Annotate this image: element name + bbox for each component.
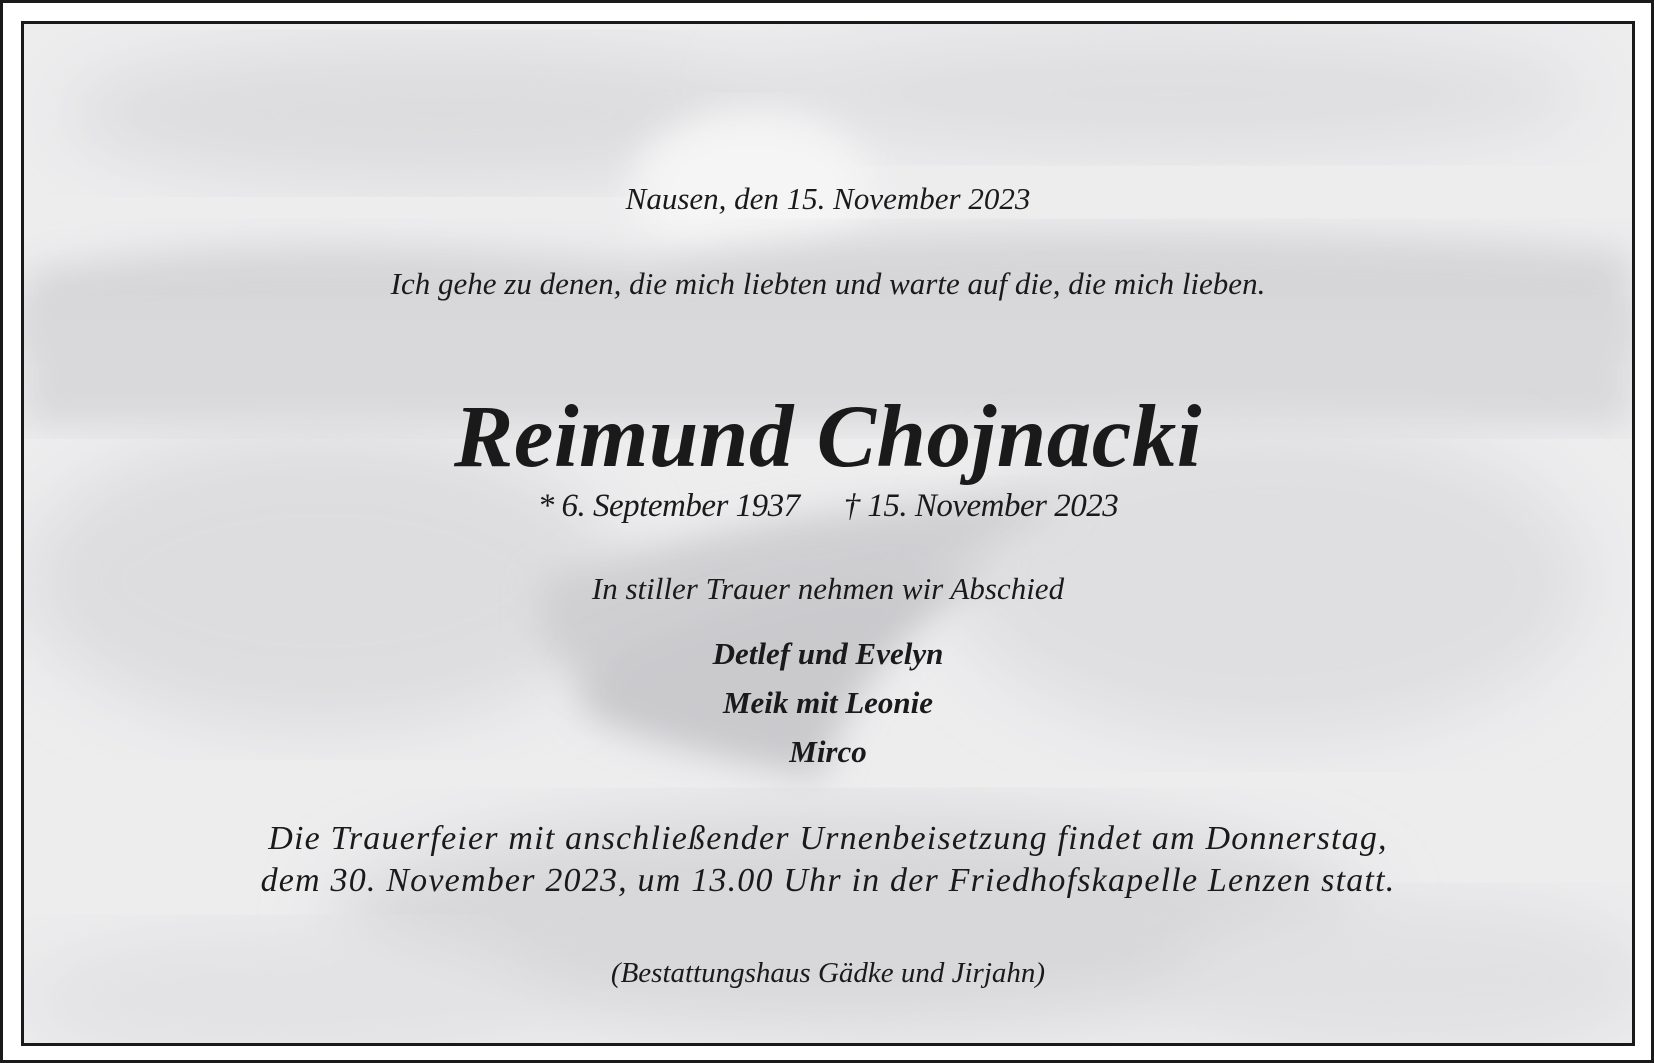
notice-panel (21, 21, 1635, 1046)
mourner-name: Mirco (789, 734, 867, 769)
deceased-name: Reimund Chojnacki (454, 388, 1202, 486)
mourner-name: Detlef und Evelyn (712, 636, 944, 671)
birth-date: * 6. September 1937 (537, 488, 800, 524)
mourner-name: Meik mit Leonie (722, 685, 934, 720)
funeral-home: (Bestattungshaus Gädke und Jirjahn) (610, 957, 1046, 989)
place-date: Nausen, den 15. November 2023 (625, 181, 1031, 216)
ceremony-info-line: dem 30. November 2023, um 13.00 Uhr in der Friedhofskapelle Lenzen statt. (260, 862, 1396, 899)
death-date: † 15. November 2023 (843, 488, 1119, 524)
life-dates (24, 488, 1632, 525)
notice-text (24, 24, 1632, 1043)
mourning-line: In stiller Trauer nehmen wir Abschied (591, 571, 1065, 606)
ceremony-info-line: Die Trauerfeier mit anschließender Urnenbeisetzung findet am Donnerstag, (268, 820, 1388, 857)
motto-quote: Ich gehe zu denen, die mich liebten und warte auf die, die mich lieben. (390, 266, 1266, 301)
